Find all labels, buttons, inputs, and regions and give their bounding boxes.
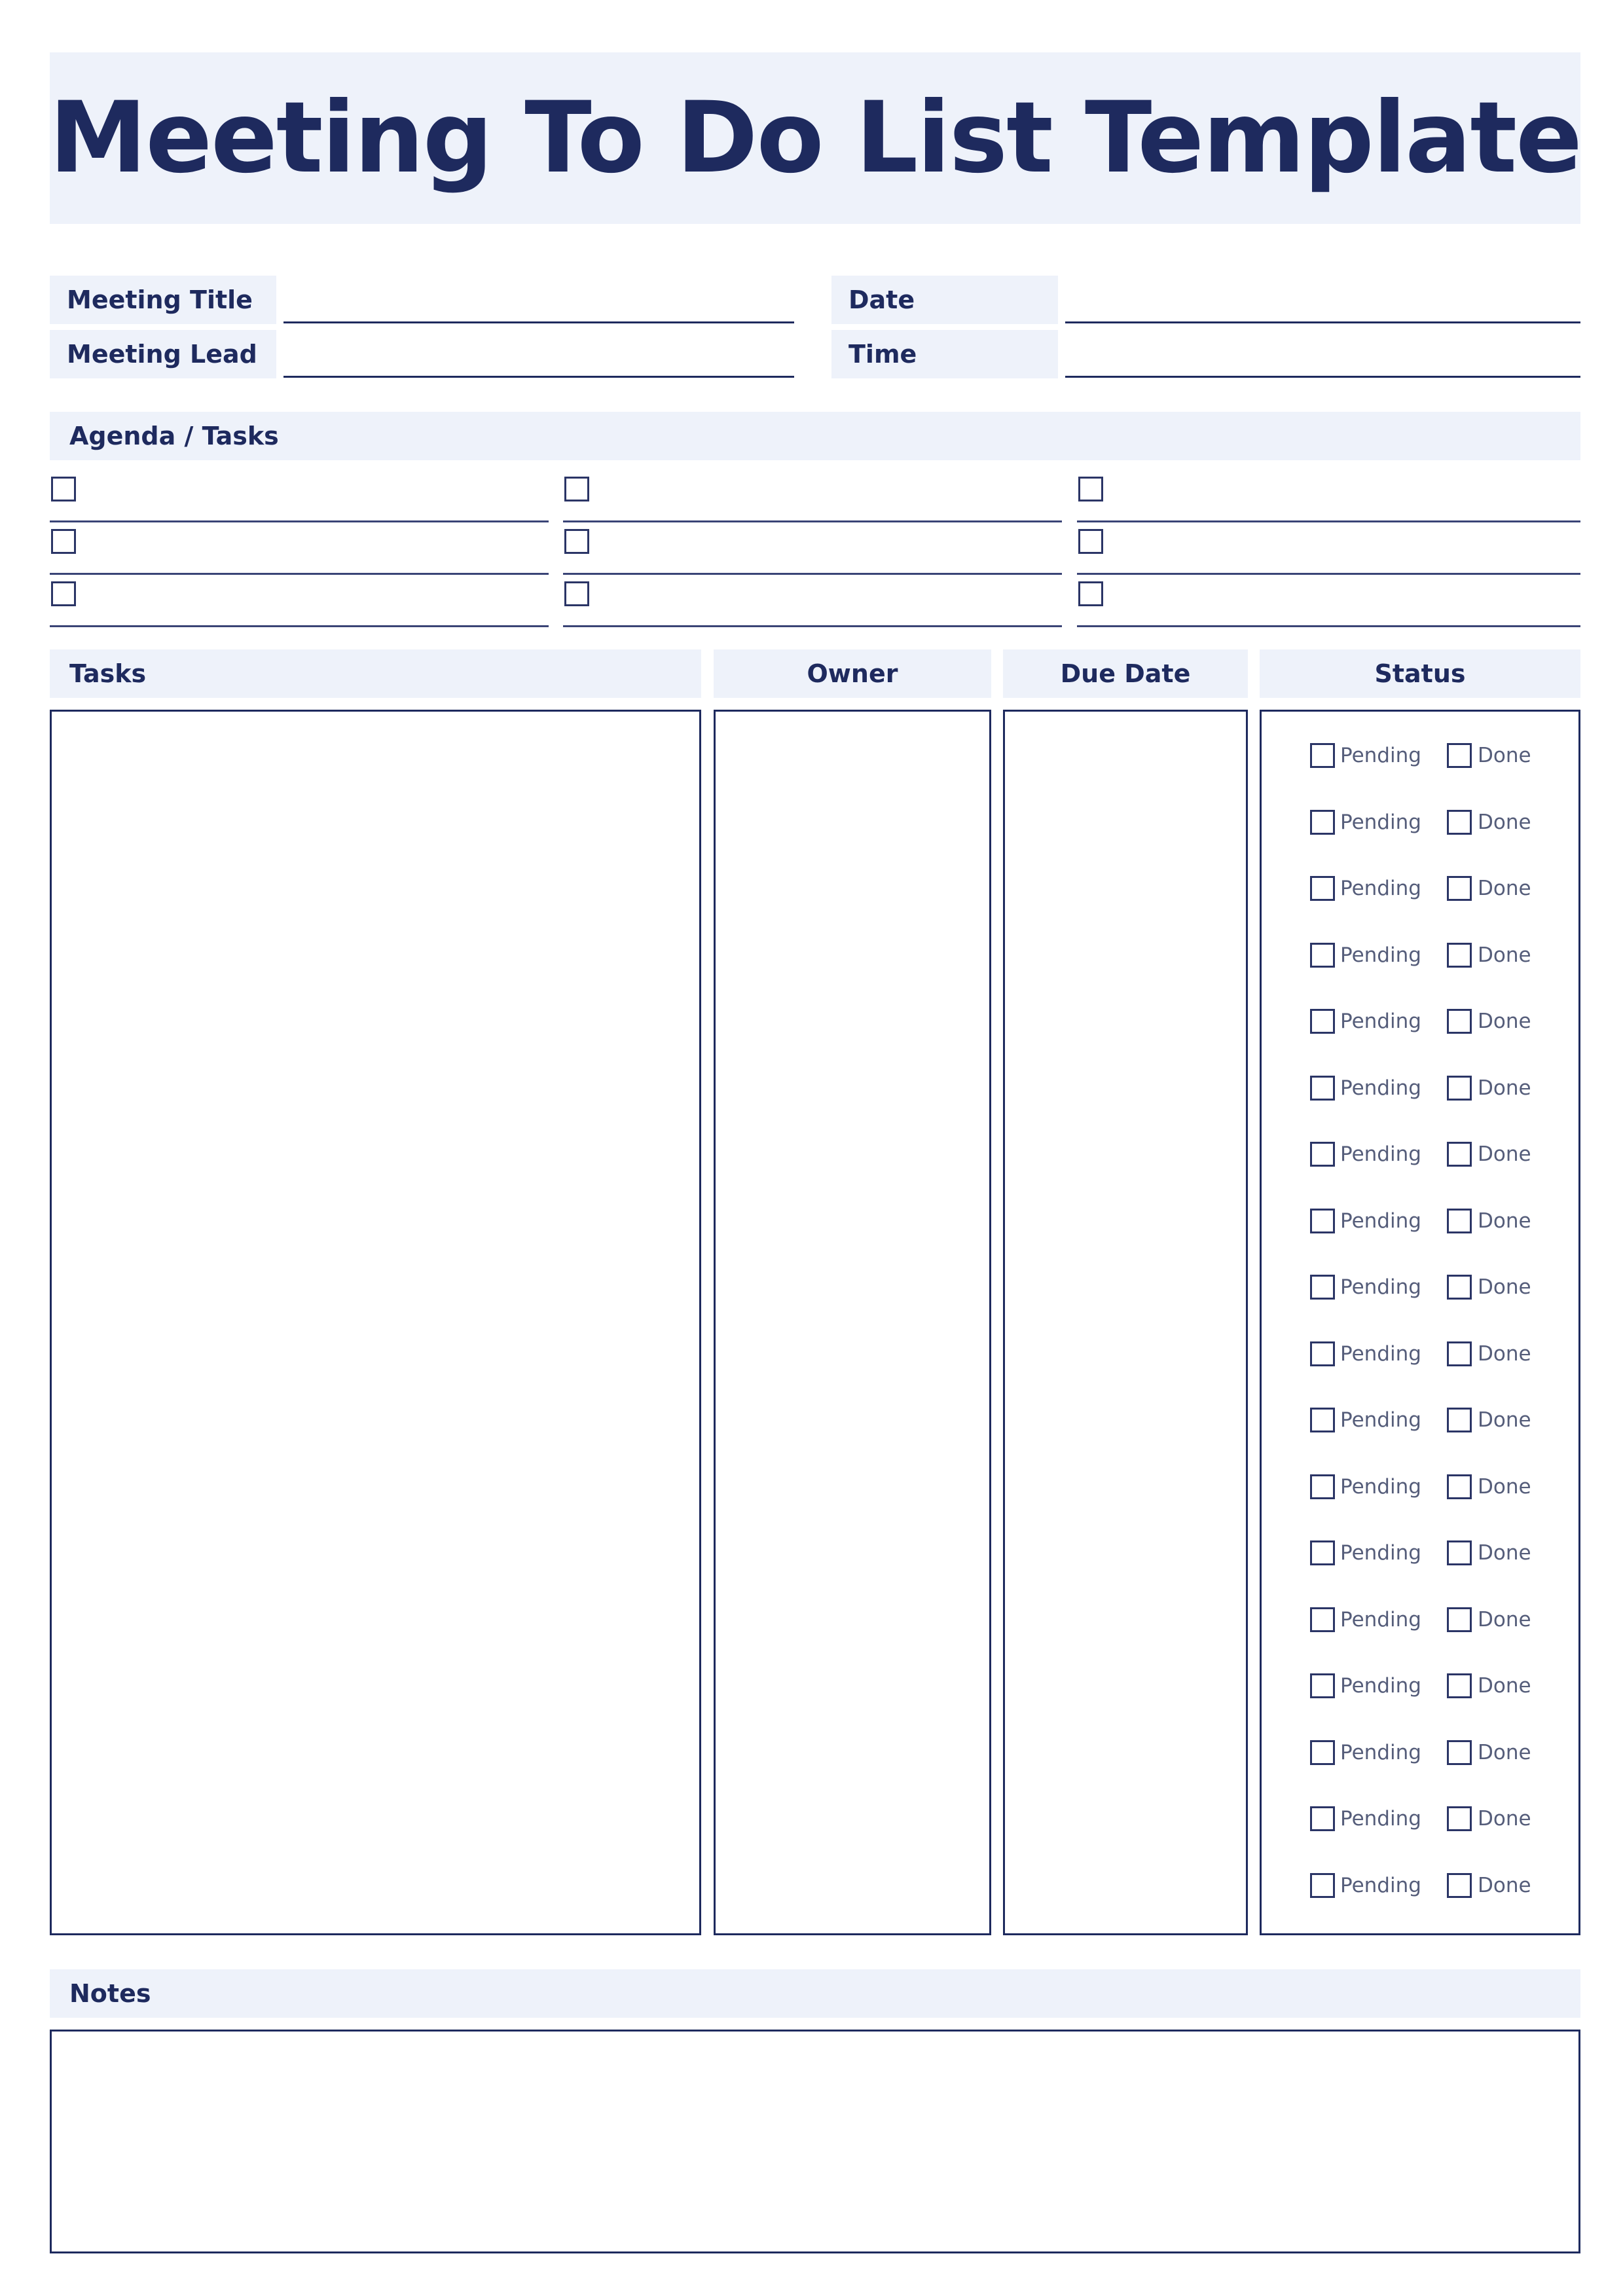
pending-label: Pending xyxy=(1340,1873,1421,1897)
meeting-title-field[interactable] xyxy=(283,321,794,323)
done-checkbox-icon[interactable] xyxy=(1447,1209,1472,1233)
pending-label: Pending xyxy=(1340,1341,1421,1366)
pending-checkbox-icon[interactable] xyxy=(1310,943,1335,968)
pending-label: Pending xyxy=(1340,1674,1421,1698)
done-label: Done xyxy=(1478,1275,1531,1299)
done-label: Done xyxy=(1478,1541,1531,1565)
due-date-header: Due Date xyxy=(1003,649,1248,698)
done-label: Done xyxy=(1478,1674,1531,1698)
checkbox-icon[interactable] xyxy=(51,477,76,501)
status-row xyxy=(1262,1607,1578,1674)
status-column xyxy=(1260,710,1580,1935)
pending-checkbox-icon[interactable] xyxy=(1310,1607,1335,1632)
pending-label: Pending xyxy=(1340,1076,1421,1100)
pending-checkbox-icon[interactable] xyxy=(1310,1540,1335,1565)
meeting-title-label: Meeting Title xyxy=(50,276,276,324)
agenda-item[interactable] xyxy=(50,522,549,575)
pending-checkbox-icon[interactable] xyxy=(1310,1408,1335,1432)
notes-area[interactable] xyxy=(50,2030,1580,2253)
agenda-column-2 xyxy=(563,470,1062,627)
pending-checkbox-icon[interactable] xyxy=(1310,1209,1335,1233)
pending-label: Pending xyxy=(1340,744,1421,767)
agenda-header xyxy=(50,412,1580,460)
done-label: Done xyxy=(1478,1474,1531,1499)
status-row xyxy=(1262,1540,1578,1607)
checkbox-icon[interactable] xyxy=(1078,529,1103,554)
agenda-column-1 xyxy=(50,470,549,627)
done-label: Done xyxy=(1478,1740,1531,1764)
pending-checkbox-icon[interactable] xyxy=(1310,1806,1335,1831)
due-date-column[interactable] xyxy=(1003,710,1248,1935)
status-row xyxy=(1262,943,1578,1010)
pending-label: Pending xyxy=(1340,1807,1421,1831)
status-row xyxy=(1262,1076,1578,1142)
done-checkbox-icon[interactable] xyxy=(1447,1474,1472,1499)
pending-checkbox-icon[interactable] xyxy=(1310,1341,1335,1366)
status-row xyxy=(1262,1673,1578,1740)
pending-label: Pending xyxy=(1340,810,1421,834)
pending-label: Pending xyxy=(1340,1275,1421,1299)
done-label: Done xyxy=(1478,744,1531,767)
agenda-item[interactable] xyxy=(1077,522,1580,575)
checkbox-icon[interactable] xyxy=(564,477,589,501)
title-banner xyxy=(50,52,1580,224)
pending-label: Pending xyxy=(1340,1541,1421,1565)
pending-checkbox-icon[interactable] xyxy=(1310,743,1335,768)
pending-checkbox-icon[interactable] xyxy=(1310,1474,1335,1499)
meeting-lead-field[interactable] xyxy=(283,376,794,378)
done-checkbox-icon[interactable] xyxy=(1447,1607,1472,1632)
done-label: Done xyxy=(1478,1010,1531,1033)
done-label: Done xyxy=(1478,877,1531,900)
done-checkbox-icon[interactable] xyxy=(1447,810,1472,835)
checkbox-icon[interactable] xyxy=(1078,581,1103,606)
owner-column[interactable] xyxy=(714,710,991,1935)
done-label: Done xyxy=(1478,1209,1531,1233)
pending-label: Pending xyxy=(1340,1408,1421,1432)
agenda-item[interactable] xyxy=(50,470,549,522)
done-checkbox-icon[interactable] xyxy=(1447,1740,1472,1765)
agenda-item[interactable] xyxy=(563,575,1062,627)
pending-checkbox-icon[interactable] xyxy=(1310,1076,1335,1101)
tasks-column[interactable] xyxy=(50,710,701,1935)
pending-label: Pending xyxy=(1340,1010,1421,1033)
pending-checkbox-icon[interactable] xyxy=(1310,810,1335,835)
done-checkbox-icon[interactable] xyxy=(1447,943,1472,968)
agenda-item[interactable] xyxy=(1077,470,1580,522)
status-row xyxy=(1262,1873,1578,1940)
time-field[interactable] xyxy=(1065,376,1580,378)
date-label: Date xyxy=(831,276,1058,324)
done-checkbox-icon[interactable] xyxy=(1447,1873,1472,1898)
pending-label: Pending xyxy=(1340,943,1421,967)
pending-checkbox-icon[interactable] xyxy=(1310,1873,1335,1898)
owner-header: Owner xyxy=(714,649,991,698)
done-label: Done xyxy=(1478,1076,1531,1100)
pending-label: Pending xyxy=(1340,1474,1421,1499)
meeting-lead-label: Meeting Lead xyxy=(50,330,276,378)
status-row xyxy=(1262,1275,1578,1341)
notes-label: Notes xyxy=(69,1979,151,2008)
pending-checkbox-icon[interactable] xyxy=(1310,876,1335,901)
pending-label: Pending xyxy=(1340,877,1421,900)
done-checkbox-icon[interactable] xyxy=(1447,876,1472,901)
status-row xyxy=(1262,876,1578,943)
pending-checkbox-icon[interactable] xyxy=(1310,1142,1335,1167)
pending-label: Pending xyxy=(1340,1607,1421,1631)
pending-checkbox-icon[interactable] xyxy=(1310,1673,1335,1698)
done-label: Done xyxy=(1478,1341,1531,1366)
status-row xyxy=(1262,1142,1578,1209)
time-label: Time xyxy=(831,330,1058,378)
checkbox-icon[interactable] xyxy=(51,529,76,554)
status-row xyxy=(1262,810,1578,877)
done-checkbox-icon[interactable] xyxy=(1447,1540,1472,1565)
status-row xyxy=(1262,1009,1578,1076)
pending-checkbox-icon[interactable] xyxy=(1310,1009,1335,1034)
checkbox-icon[interactable] xyxy=(1078,477,1103,501)
done-checkbox-icon[interactable] xyxy=(1447,1408,1472,1432)
done-label: Done xyxy=(1478,1142,1531,1166)
pending-label: Pending xyxy=(1340,1142,1421,1166)
status-header: Status xyxy=(1260,649,1580,698)
pending-checkbox-icon[interactable] xyxy=(1310,1740,1335,1765)
done-label: Done xyxy=(1478,1408,1531,1432)
done-label: Done xyxy=(1478,943,1531,967)
notes-header xyxy=(50,1969,1580,2018)
agenda-item[interactable] xyxy=(563,522,1062,575)
done-checkbox-icon[interactable] xyxy=(1447,1673,1472,1698)
pending-checkbox-icon[interactable] xyxy=(1310,1275,1335,1300)
done-checkbox-icon[interactable] xyxy=(1447,743,1472,768)
status-row xyxy=(1262,743,1578,810)
status-row xyxy=(1262,1474,1578,1541)
pending-label: Pending xyxy=(1340,1740,1421,1764)
done-checkbox-icon[interactable] xyxy=(1447,1275,1472,1300)
done-label: Done xyxy=(1478,1607,1531,1631)
done-checkbox-icon[interactable] xyxy=(1447,1142,1472,1167)
status-row xyxy=(1262,1408,1578,1474)
pending-label: Pending xyxy=(1340,1209,1421,1233)
done-label: Done xyxy=(1478,1873,1531,1897)
status-row xyxy=(1262,1740,1578,1807)
checkbox-icon[interactable] xyxy=(564,529,589,554)
status-row xyxy=(1262,1341,1578,1408)
done-checkbox-icon[interactable] xyxy=(1447,1341,1472,1366)
status-row xyxy=(1262,1209,1578,1275)
checkbox-icon[interactable] xyxy=(564,581,589,606)
checkbox-icon[interactable] xyxy=(51,581,76,606)
status-row xyxy=(1262,1806,1578,1873)
done-label: Done xyxy=(1478,810,1531,834)
agenda-item[interactable] xyxy=(1077,575,1580,627)
agenda-column-3 xyxy=(1077,470,1580,627)
agenda-item[interactable] xyxy=(50,575,549,627)
done-checkbox-icon[interactable] xyxy=(1447,1076,1472,1101)
done-checkbox-icon[interactable] xyxy=(1447,1806,1472,1831)
tasks-header: Tasks xyxy=(50,649,701,698)
agenda-label: Agenda / Tasks xyxy=(69,422,279,450)
agenda-item[interactable] xyxy=(563,470,1062,522)
date-field[interactable] xyxy=(1065,321,1580,323)
done-label: Done xyxy=(1478,1807,1531,1831)
page-title: Meeting To Do List Template xyxy=(49,81,1581,195)
done-checkbox-icon[interactable] xyxy=(1447,1009,1472,1034)
